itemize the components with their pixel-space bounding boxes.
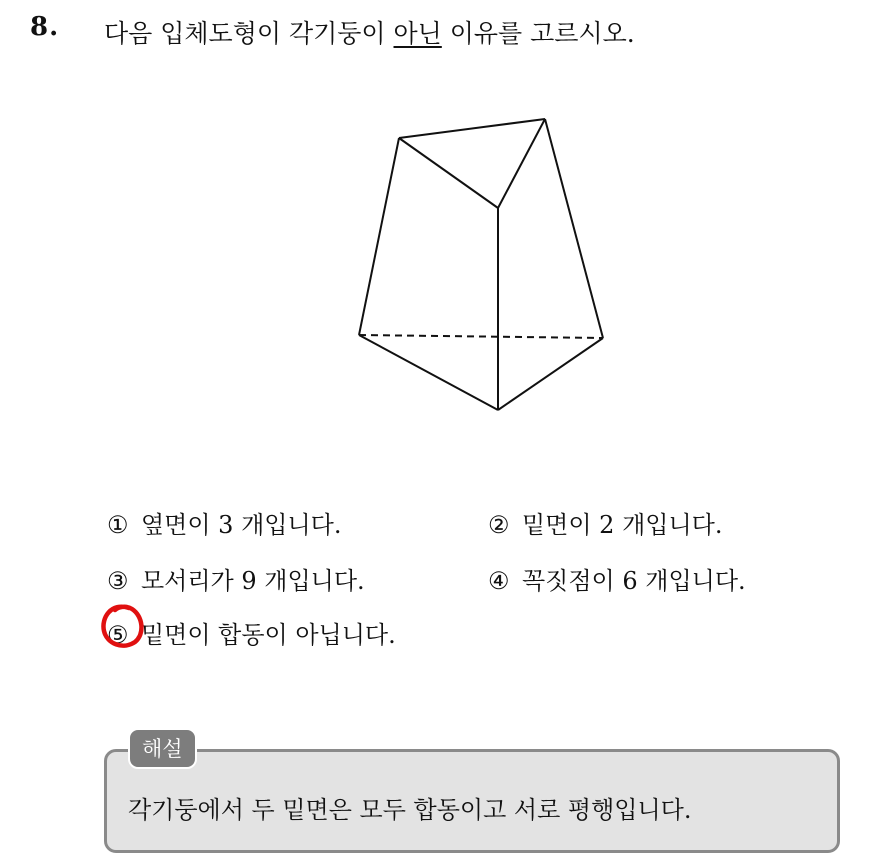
question-text-before: 다음 입체도형이 각기둥이 [104,19,394,48]
figure-edge [545,119,603,338]
question-text-after: 이유를 고르시오. [441,19,635,48]
choice-2-number: ② [488,511,510,539]
figure-edge [359,335,498,410]
choice-4-number: ④ [488,567,510,595]
question-number: 8. [30,12,60,42]
choice-1-text: 옆면이 3 개입니다. [141,511,342,539]
choice-4[interactable] [488,561,746,596]
figure-edge [359,138,399,335]
figure-edge [399,119,545,138]
choice-2[interactable] [488,505,722,540]
choice-3-text: 모서리가 9 개입니다. [141,567,365,595]
figure-edge [399,138,498,208]
solid-figure [340,105,620,425]
figure-edge [498,119,545,208]
explanation-text: 각기둥에서 두 밑면은 모두 합동이고 서로 평행입니다. [128,796,692,824]
question-text-underlined: 아닌 [393,19,442,48]
choice-3-number: ③ [107,567,129,595]
choice-5-number: ⑤ [107,621,129,649]
answer-circle-mark [99,600,149,652]
choice-5[interactable] [107,615,396,650]
choice-4-text: 꼭짓점이 6 개입니다. [522,567,746,595]
choice-3[interactable] [107,561,365,596]
figure-hidden-edge [359,335,603,338]
choice-5-text: 밑면이 합동이 아닙니다. [141,621,396,649]
choice-1[interactable] [107,505,341,540]
question-text [104,14,635,50]
choice-2-text: 밑면이 2 개입니다. [522,511,723,539]
figure-edge [498,338,603,410]
explanation-label: 해설 [128,728,197,769]
choice-1-number: ① [107,511,129,539]
